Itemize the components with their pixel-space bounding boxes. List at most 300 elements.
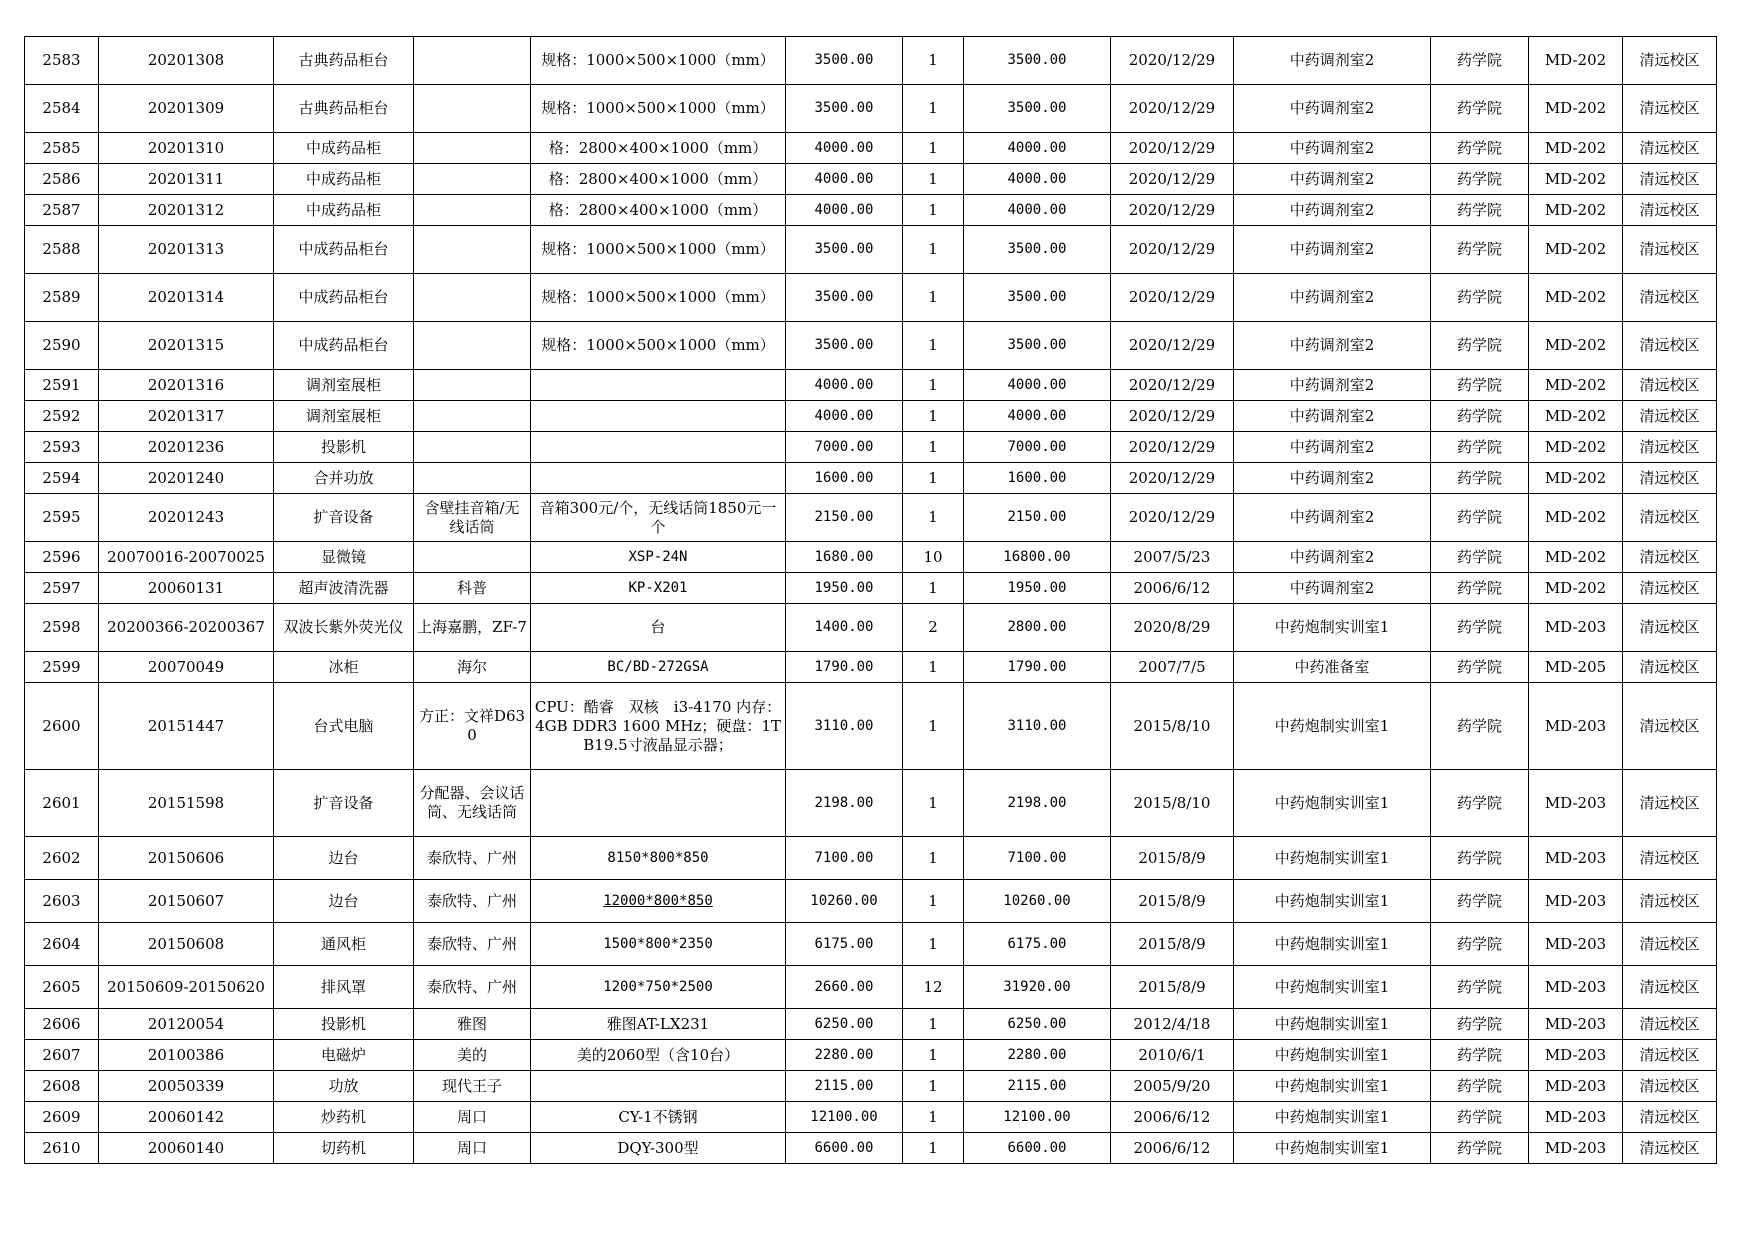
cell-total-amount: 4000.00 — [964, 370, 1111, 401]
table-row — [25, 542, 1717, 573]
cell-asset-number: 20201308 — [99, 37, 274, 85]
cell-room-code: MD-202 — [1529, 85, 1623, 133]
cell-room-code: MD-203 — [1529, 1102, 1623, 1133]
cell-campus: 清远校区 — [1623, 370, 1717, 401]
cell-brand: 泰欣特、广州 — [414, 966, 531, 1009]
cell-unit-price: 3110.00 — [786, 683, 903, 770]
cell-department: 药学院 — [1431, 85, 1529, 133]
cell-unit-price: 6600.00 — [786, 1133, 903, 1164]
cell-spec: 1500*800*2350 — [531, 923, 786, 966]
table-row — [25, 837, 1717, 880]
cell-campus: 清远校区 — [1623, 966, 1717, 1009]
cell-item-name: 排风罩 — [274, 966, 414, 1009]
cell-spec: DQY-300型 — [531, 1133, 786, 1164]
cell-campus: 清远校区 — [1623, 923, 1717, 966]
cell-item-name: 扩音设备 — [274, 770, 414, 837]
cell-unit-price: 2198.00 — [786, 770, 903, 837]
cell-purchase-date: 2020/12/29 — [1111, 85, 1234, 133]
cell-location: 中药炮制实训室1 — [1234, 923, 1431, 966]
cell-quantity: 1 — [903, 923, 964, 966]
cell-brand: 周口 — [414, 1133, 531, 1164]
cell-purchase-date: 2020/8/29 — [1111, 604, 1234, 652]
cell-index: 2592 — [25, 401, 99, 432]
cell-index: 2606 — [25, 1009, 99, 1040]
cell-index: 2594 — [25, 463, 99, 494]
cell-purchase-date: 2020/12/29 — [1111, 133, 1234, 164]
cell-total-amount: 1950.00 — [964, 573, 1111, 604]
cell-campus: 清远校区 — [1623, 573, 1717, 604]
cell-location: 中药调剂室2 — [1234, 85, 1431, 133]
cell-spec — [531, 1071, 786, 1102]
asset-table — [24, 36, 1717, 1164]
cell-department: 药学院 — [1431, 1102, 1529, 1133]
cell-asset-number: 20150608 — [99, 923, 274, 966]
table-row — [25, 1071, 1717, 1102]
cell-quantity: 1 — [903, 226, 964, 274]
cell-brand — [414, 85, 531, 133]
cell-department: 药学院 — [1431, 226, 1529, 274]
table-row — [25, 1040, 1717, 1071]
cell-index: 2586 — [25, 164, 99, 195]
cell-location: 中药调剂室2 — [1234, 274, 1431, 322]
table-row — [25, 683, 1717, 770]
cell-unit-price: 3500.00 — [786, 274, 903, 322]
cell-index: 2593 — [25, 432, 99, 463]
cell-unit-price: 2115.00 — [786, 1071, 903, 1102]
cell-room-code: MD-202 — [1529, 226, 1623, 274]
cell-spec: 规格：1000×500×1000（mm） — [531, 274, 786, 322]
cell-brand: 美的 — [414, 1040, 531, 1071]
cell-asset-number: 20060142 — [99, 1102, 274, 1133]
cell-purchase-date: 2007/5/23 — [1111, 542, 1234, 573]
cell-quantity: 1 — [903, 683, 964, 770]
cell-brand — [414, 463, 531, 494]
cell-unit-price: 1950.00 — [786, 573, 903, 604]
cell-spec: 雅图AT-LX231 — [531, 1009, 786, 1040]
cell-location: 中药调剂室2 — [1234, 573, 1431, 604]
cell-department: 药学院 — [1431, 164, 1529, 195]
cell-total-amount: 6175.00 — [964, 923, 1111, 966]
cell-item-name: 中成药品柜台 — [274, 226, 414, 274]
cell-item-name: 中成药品柜 — [274, 195, 414, 226]
cell-quantity: 1 — [903, 1071, 964, 1102]
cell-campus: 清远校区 — [1623, 837, 1717, 880]
cell-department: 药学院 — [1431, 463, 1529, 494]
cell-location: 中药炮制实训室1 — [1234, 683, 1431, 770]
cell-asset-number: 20201316 — [99, 370, 274, 401]
cell-location: 中药调剂室2 — [1234, 195, 1431, 226]
cell-item-name: 调剂室展柜 — [274, 401, 414, 432]
cell-purchase-date: 2015/8/9 — [1111, 880, 1234, 923]
cell-index: 2591 — [25, 370, 99, 401]
cell-campus: 清远校区 — [1623, 85, 1717, 133]
cell-total-amount: 4000.00 — [964, 401, 1111, 432]
cell-item-name: 台式电脑 — [274, 683, 414, 770]
cell-asset-number: 20151598 — [99, 770, 274, 837]
cell-campus: 清远校区 — [1623, 604, 1717, 652]
cell-index: 2589 — [25, 274, 99, 322]
cell-department: 药学院 — [1431, 837, 1529, 880]
cell-brand — [414, 195, 531, 226]
cell-purchase-date: 2020/12/29 — [1111, 432, 1234, 463]
cell-brand: 泰欣特、广州 — [414, 880, 531, 923]
cell-spec — [531, 463, 786, 494]
table-row — [25, 604, 1717, 652]
cell-asset-number: 20201236 — [99, 432, 274, 463]
cell-quantity: 1 — [903, 274, 964, 322]
cell-asset-number: 20070016-20070025 — [99, 542, 274, 573]
cell-department: 药学院 — [1431, 604, 1529, 652]
cell-asset-number: 20150606 — [99, 837, 274, 880]
cell-total-amount: 2150.00 — [964, 494, 1111, 542]
cell-brand — [414, 401, 531, 432]
cell-total-amount: 16800.00 — [964, 542, 1111, 573]
cell-campus: 清远校区 — [1623, 322, 1717, 370]
cell-item-name: 超声波清洗器 — [274, 573, 414, 604]
cell-purchase-date: 2020/12/29 — [1111, 226, 1234, 274]
cell-unit-price: 4000.00 — [786, 195, 903, 226]
cell-quantity: 1 — [903, 133, 964, 164]
cell-spec — [531, 401, 786, 432]
table-row — [25, 401, 1717, 432]
cell-department: 药学院 — [1431, 573, 1529, 604]
table-row — [25, 1102, 1717, 1133]
cell-asset-number: 20060140 — [99, 1133, 274, 1164]
cell-asset-number: 20201243 — [99, 494, 274, 542]
table-row — [25, 370, 1717, 401]
cell-spec: 音箱300元/个，无线话筒1850元一个 — [531, 494, 786, 542]
cell-campus: 清远校区 — [1623, 164, 1717, 195]
cell-department: 药学院 — [1431, 542, 1529, 573]
table-row — [25, 195, 1717, 226]
cell-campus: 清远校区 — [1623, 463, 1717, 494]
cell-quantity: 1 — [903, 37, 964, 85]
cell-room-code: MD-203 — [1529, 1133, 1623, 1164]
table-row — [25, 1133, 1717, 1164]
cell-spec — [531, 770, 786, 837]
cell-asset-number: 20201314 — [99, 274, 274, 322]
cell-room-code: MD-203 — [1529, 1040, 1623, 1071]
cell-index: 2597 — [25, 573, 99, 604]
table-row — [25, 494, 1717, 542]
cell-location: 中药调剂室2 — [1234, 226, 1431, 274]
cell-total-amount: 3500.00 — [964, 37, 1111, 85]
cell-quantity: 1 — [903, 322, 964, 370]
cell-total-amount: 2280.00 — [964, 1040, 1111, 1071]
cell-asset-number: 20070049 — [99, 652, 274, 683]
cell-item-name: 炒药机 — [274, 1102, 414, 1133]
cell-quantity: 1 — [903, 573, 964, 604]
cell-purchase-date: 2005/9/20 — [1111, 1071, 1234, 1102]
cell-total-amount: 4000.00 — [964, 164, 1111, 195]
cell-total-amount: 3500.00 — [964, 274, 1111, 322]
table-row — [25, 652, 1717, 683]
cell-brand — [414, 370, 531, 401]
cell-index: 2609 — [25, 1102, 99, 1133]
cell-index: 2583 — [25, 37, 99, 85]
cell-department: 药学院 — [1431, 370, 1529, 401]
cell-quantity: 1 — [903, 85, 964, 133]
cell-room-code: MD-202 — [1529, 432, 1623, 463]
cell-asset-number: 20201309 — [99, 85, 274, 133]
cell-campus: 清远校区 — [1623, 195, 1717, 226]
cell-quantity: 1 — [903, 195, 964, 226]
table-row — [25, 322, 1717, 370]
cell-campus: 清远校区 — [1623, 401, 1717, 432]
asset-table-body — [25, 37, 1717, 1164]
cell-total-amount: 3110.00 — [964, 683, 1111, 770]
cell-department: 药学院 — [1431, 494, 1529, 542]
cell-campus: 清远校区 — [1623, 1133, 1717, 1164]
cell-item-name: 边台 — [274, 837, 414, 880]
cell-department: 药学院 — [1431, 770, 1529, 837]
cell-unit-price: 2150.00 — [786, 494, 903, 542]
cell-room-code: MD-202 — [1529, 370, 1623, 401]
cell-total-amount: 31920.00 — [964, 966, 1111, 1009]
cell-unit-price: 3500.00 — [786, 85, 903, 133]
table-row — [25, 770, 1717, 837]
cell-quantity: 1 — [903, 880, 964, 923]
cell-total-amount: 12100.00 — [964, 1102, 1111, 1133]
cell-index: 2604 — [25, 923, 99, 966]
cell-purchase-date: 2020/12/29 — [1111, 274, 1234, 322]
cell-spec: 12000*800*850 — [531, 880, 786, 923]
cell-unit-price: 4000.00 — [786, 370, 903, 401]
cell-spec: CPU：酷睿 双核 i3-4170 内存：4GB DDR3 1600 MHz；硬盘：1TB19.5寸液晶显示器； — [531, 683, 786, 770]
cell-quantity: 1 — [903, 1040, 964, 1071]
cell-unit-price: 10260.00 — [786, 880, 903, 923]
cell-brand: 周口 — [414, 1102, 531, 1133]
cell-unit-price: 2280.00 — [786, 1040, 903, 1071]
cell-item-name: 中成药品柜 — [274, 164, 414, 195]
cell-purchase-date: 2015/8/9 — [1111, 837, 1234, 880]
cell-index: 2601 — [25, 770, 99, 837]
cell-department: 药学院 — [1431, 923, 1529, 966]
cell-item-name: 投影机 — [274, 1009, 414, 1040]
cell-room-code: MD-203 — [1529, 966, 1623, 1009]
cell-unit-price: 12100.00 — [786, 1102, 903, 1133]
table-row — [25, 573, 1717, 604]
cell-location: 中药调剂室2 — [1234, 432, 1431, 463]
cell-brand — [414, 274, 531, 322]
cell-total-amount: 6600.00 — [964, 1133, 1111, 1164]
cell-spec: 1200*750*2500 — [531, 966, 786, 1009]
table-row — [25, 274, 1717, 322]
cell-department: 药学院 — [1431, 652, 1529, 683]
cell-total-amount: 7000.00 — [964, 432, 1111, 463]
cell-unit-price: 4000.00 — [786, 133, 903, 164]
cell-index: 2596 — [25, 542, 99, 573]
cell-room-code: MD-203 — [1529, 1009, 1623, 1040]
cell-room-code: MD-202 — [1529, 322, 1623, 370]
cell-item-name: 投影机 — [274, 432, 414, 463]
cell-total-amount: 3500.00 — [964, 322, 1111, 370]
cell-item-name: 显微镜 — [274, 542, 414, 573]
table-row — [25, 226, 1717, 274]
cell-location: 中药炮制实训室1 — [1234, 604, 1431, 652]
cell-item-name: 古典药品柜台 — [274, 85, 414, 133]
cell-total-amount: 4000.00 — [964, 195, 1111, 226]
cell-unit-price: 1600.00 — [786, 463, 903, 494]
cell-room-code: MD-203 — [1529, 683, 1623, 770]
cell-quantity: 1 — [903, 1133, 964, 1164]
cell-purchase-date: 2012/4/18 — [1111, 1009, 1234, 1040]
cell-index: 2587 — [25, 195, 99, 226]
cell-item-name: 古典药品柜台 — [274, 37, 414, 85]
cell-purchase-date: 2015/8/9 — [1111, 923, 1234, 966]
cell-total-amount: 2115.00 — [964, 1071, 1111, 1102]
cell-total-amount: 3500.00 — [964, 226, 1111, 274]
cell-purchase-date: 2020/12/29 — [1111, 37, 1234, 85]
cell-unit-price: 4000.00 — [786, 401, 903, 432]
cell-asset-number: 20200366-20200367 — [99, 604, 274, 652]
cell-unit-price: 6250.00 — [786, 1009, 903, 1040]
cell-unit-price: 1790.00 — [786, 652, 903, 683]
cell-brand — [414, 226, 531, 274]
table-row — [25, 164, 1717, 195]
cell-campus: 清远校区 — [1623, 274, 1717, 322]
cell-spec: 8150*800*850 — [531, 837, 786, 880]
cell-room-code: MD-203 — [1529, 770, 1623, 837]
cell-asset-number: 20151447 — [99, 683, 274, 770]
cell-location: 中药调剂室2 — [1234, 37, 1431, 85]
cell-purchase-date: 2015/8/9 — [1111, 966, 1234, 1009]
cell-spec: XSP-24N — [531, 542, 786, 573]
cell-unit-price: 4000.00 — [786, 164, 903, 195]
cell-asset-number: 20201311 — [99, 164, 274, 195]
cell-campus: 清远校区 — [1623, 432, 1717, 463]
cell-spec: 规格：1000×500×1000（mm） — [531, 37, 786, 85]
cell-room-code: MD-202 — [1529, 542, 1623, 573]
cell-campus: 清远校区 — [1623, 37, 1717, 85]
cell-department: 药学院 — [1431, 401, 1529, 432]
cell-campus: 清远校区 — [1623, 1040, 1717, 1071]
cell-purchase-date: 2010/6/1 — [1111, 1040, 1234, 1071]
cell-purchase-date: 2020/12/29 — [1111, 195, 1234, 226]
cell-asset-number: 20150607 — [99, 880, 274, 923]
cell-index: 2610 — [25, 1133, 99, 1164]
cell-department: 药学院 — [1431, 683, 1529, 770]
cell-index: 2600 — [25, 683, 99, 770]
cell-purchase-date: 2006/6/12 — [1111, 573, 1234, 604]
cell-item-name: 合并功放 — [274, 463, 414, 494]
cell-unit-price: 7000.00 — [786, 432, 903, 463]
cell-index: 2605 — [25, 966, 99, 1009]
cell-index: 2588 — [25, 226, 99, 274]
cell-item-name: 功放 — [274, 1071, 414, 1102]
cell-spec: BC/BD-272GSA — [531, 652, 786, 683]
cell-purchase-date: 2020/12/29 — [1111, 322, 1234, 370]
cell-spec: 格：2800×400×1000（mm） — [531, 133, 786, 164]
cell-spec: KP-X201 — [531, 573, 786, 604]
cell-location: 中药调剂室2 — [1234, 463, 1431, 494]
cell-spec: 规格：1000×500×1000（mm） — [531, 322, 786, 370]
cell-location: 中药调剂室2 — [1234, 164, 1431, 195]
cell-total-amount: 10260.00 — [964, 880, 1111, 923]
cell-quantity: 1 — [903, 652, 964, 683]
cell-location: 中药炮制实训室1 — [1234, 1102, 1431, 1133]
cell-location: 中药调剂室2 — [1234, 494, 1431, 542]
cell-index: 2608 — [25, 1071, 99, 1102]
cell-campus: 清远校区 — [1623, 770, 1717, 837]
cell-room-code: MD-202 — [1529, 573, 1623, 604]
cell-index: 2598 — [25, 604, 99, 652]
cell-total-amount: 1790.00 — [964, 652, 1111, 683]
table-row — [25, 880, 1717, 923]
cell-location: 中药炮制实训室1 — [1234, 880, 1431, 923]
cell-department: 药学院 — [1431, 432, 1529, 463]
cell-brand: 分配器、会议话筒、无线话筒 — [414, 770, 531, 837]
table-row — [25, 133, 1717, 164]
cell-room-code: MD-202 — [1529, 164, 1623, 195]
cell-quantity: 1 — [903, 770, 964, 837]
cell-department: 药学院 — [1431, 322, 1529, 370]
cell-asset-number: 20150609-20150620 — [99, 966, 274, 1009]
cell-brand: 含壁挂音箱/无线话筒 — [414, 494, 531, 542]
cell-total-amount: 6250.00 — [964, 1009, 1111, 1040]
cell-campus: 清远校区 — [1623, 683, 1717, 770]
cell-room-code: MD-203 — [1529, 1071, 1623, 1102]
cell-campus: 清远校区 — [1623, 133, 1717, 164]
cell-department: 药学院 — [1431, 1133, 1529, 1164]
cell-location: 中药调剂室2 — [1234, 370, 1431, 401]
cell-item-name: 冰柜 — [274, 652, 414, 683]
cell-total-amount: 7100.00 — [964, 837, 1111, 880]
cell-total-amount: 2800.00 — [964, 604, 1111, 652]
cell-brand: 科普 — [414, 573, 531, 604]
cell-quantity: 1 — [903, 432, 964, 463]
cell-spec: 规格：1000×500×1000（mm） — [531, 85, 786, 133]
cell-quantity: 1 — [903, 164, 964, 195]
cell-item-name: 边台 — [274, 880, 414, 923]
cell-location: 中药准备室 — [1234, 652, 1431, 683]
cell-room-code: MD-202 — [1529, 133, 1623, 164]
table-row — [25, 966, 1717, 1009]
cell-department: 药学院 — [1431, 966, 1529, 1009]
cell-purchase-date: 2015/8/10 — [1111, 770, 1234, 837]
cell-purchase-date: 2015/8/10 — [1111, 683, 1234, 770]
cell-item-name: 电磁炉 — [274, 1040, 414, 1071]
cell-spec: 美的2060型（含10台） — [531, 1040, 786, 1071]
cell-location: 中药调剂室2 — [1234, 322, 1431, 370]
cell-item-name: 双波长紫外荧光仪 — [274, 604, 414, 652]
cell-brand: 泰欣特、广州 — [414, 923, 531, 966]
cell-department: 药学院 — [1431, 1040, 1529, 1071]
cell-quantity: 1 — [903, 401, 964, 432]
cell-index: 2585 — [25, 133, 99, 164]
cell-location: 中药炮制实训室1 — [1234, 1040, 1431, 1071]
cell-purchase-date: 2006/6/12 — [1111, 1133, 1234, 1164]
cell-index: 2590 — [25, 322, 99, 370]
cell-brand — [414, 164, 531, 195]
cell-brand: 方正：文祥D630 — [414, 683, 531, 770]
cell-item-name: 扩音设备 — [274, 494, 414, 542]
cell-room-code: MD-203 — [1529, 837, 1623, 880]
cell-room-code: MD-205 — [1529, 652, 1623, 683]
cell-asset-number: 20201240 — [99, 463, 274, 494]
cell-department: 药学院 — [1431, 1009, 1529, 1040]
cell-spec: 规格：1000×500×1000（mm） — [531, 226, 786, 274]
cell-purchase-date: 2007/7/5 — [1111, 652, 1234, 683]
cell-location: 中药炮制实训室1 — [1234, 837, 1431, 880]
cell-index: 2599 — [25, 652, 99, 683]
cell-campus: 清远校区 — [1623, 1009, 1717, 1040]
cell-location: 中药调剂室2 — [1234, 133, 1431, 164]
cell-total-amount: 4000.00 — [964, 133, 1111, 164]
table-row — [25, 432, 1717, 463]
cell-purchase-date: 2020/12/29 — [1111, 370, 1234, 401]
cell-total-amount: 3500.00 — [964, 85, 1111, 133]
